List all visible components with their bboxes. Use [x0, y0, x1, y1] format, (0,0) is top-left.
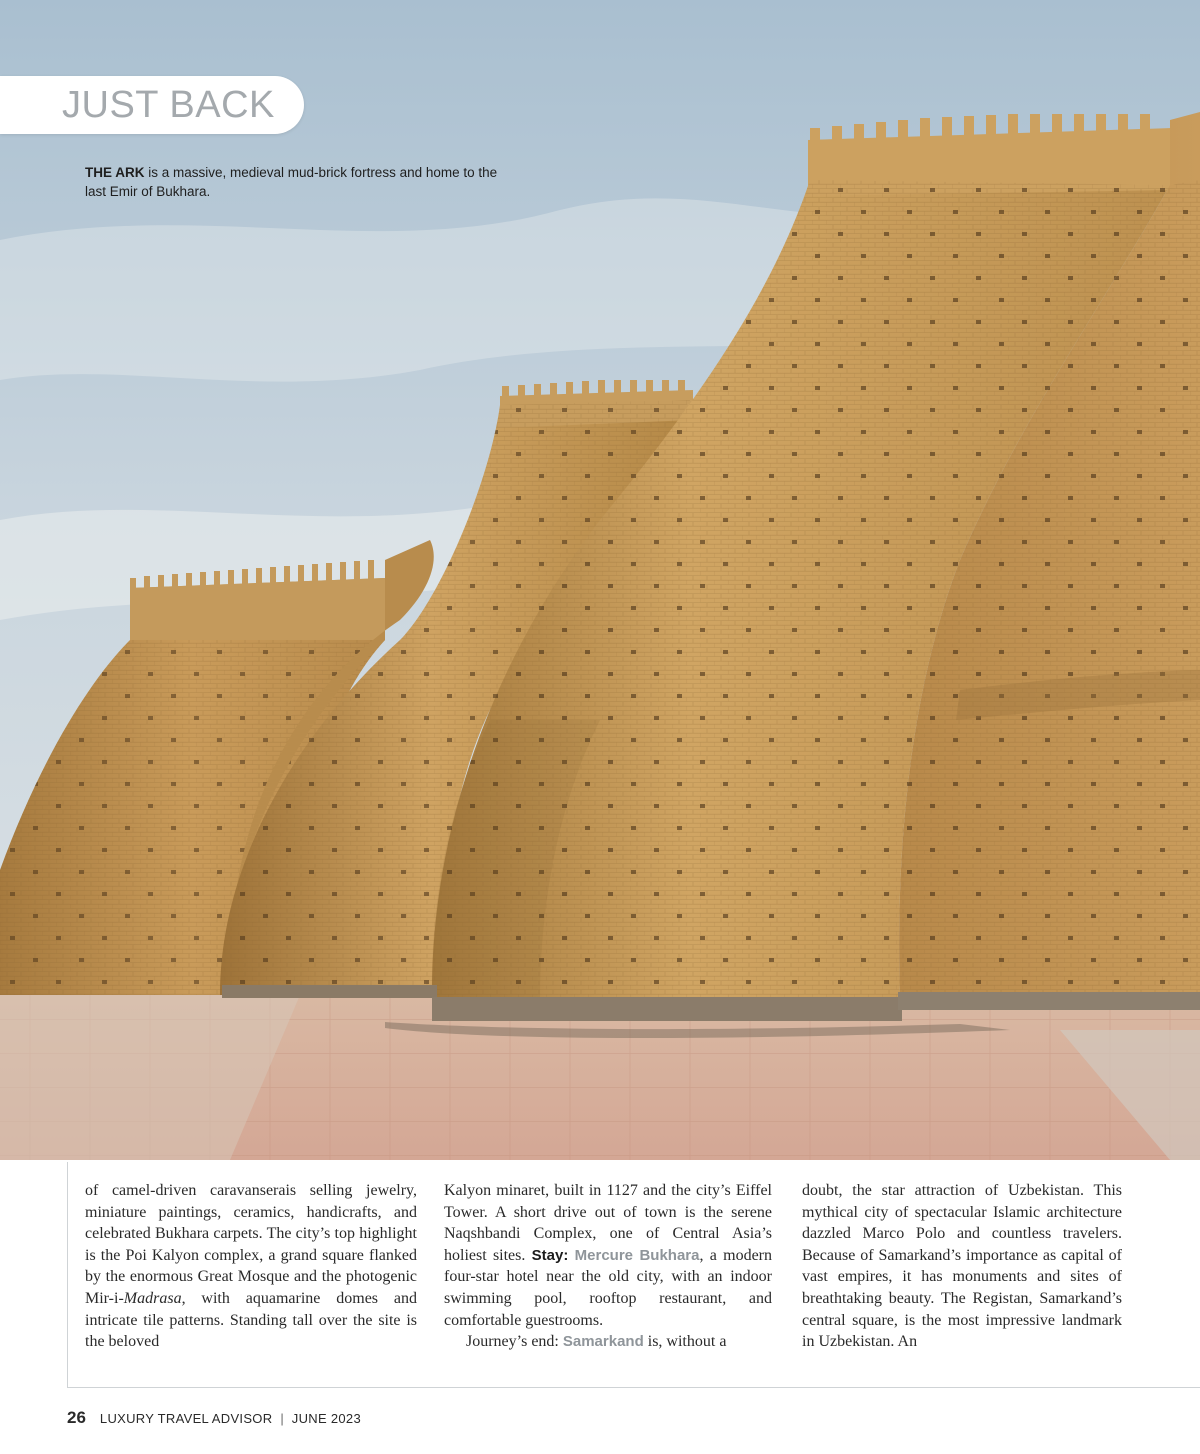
horizontal-rule [67, 1387, 1200, 1388]
text-run: is, without a [643, 1333, 727, 1351]
text-run: of camel-driven caravanserais selling jewelry, miniature paintings, ceramics, handicrafts, and celebrated Bukhara carpets. The city’s top highlight is the Poi Kalyon complex, a grand square flanked by the enormous Great Mosque and the photogenic Mir-i- [85, 1182, 417, 1307]
paragraph [85, 1180, 417, 1353]
text-run: Journey’s end: [466, 1333, 563, 1351]
text-run: , a modern four-star hotel near the old city, with an indoor swimming pool, rooftop restaurant, and comfortable guestrooms. [444, 1246, 772, 1329]
photo-caption [85, 163, 505, 201]
page-footer [67, 1408, 361, 1432]
paragraph [444, 1180, 772, 1331]
issue-date: JUNE 2023 [291, 1411, 361, 1426]
text-run: , with aquamarine domes and intricate tile patterns. Standing tall over the site is the beloved [85, 1289, 417, 1351]
italic-term: Madrasa [123, 1289, 182, 1307]
paragraph [444, 1331, 772, 1353]
publication-name: LUXURY TRAVEL ADVISOR [99, 1411, 273, 1426]
footer-separator: | [280, 1411, 284, 1426]
text-run: doubt, the star attraction of Uzbekistan. This mythical city of spectacular Islamic architecture dazzled Marco Polo and countless travelers. Because of Samarkand’s importance as capital of vast empires, it has monuments and sites of breathtaking beauty. The Registan, Samarkand’s central square, is the most impressive landmark in Uzbekistan. An [802, 1182, 1122, 1351]
section-tag-label: JUST BACK [62, 84, 275, 126]
caption-text: is a massive, medieval mud-brick fortress and home to the last Emir of Bukhara. [85, 165, 498, 199]
body-column-3 [802, 1180, 1122, 1380]
page-number: 26 [67, 1408, 86, 1427]
city-name: Samarkand [562, 1333, 644, 1351]
text-run: Kalyon minaret, built in 1127 and the city’s Eiffel Tower. A short drive out of town is the serene Naqshbandi Complex, one of Central Asia’s holiest sites. [444, 1182, 772, 1264]
hotel-name: Mercure Bukhara [574, 1246, 700, 1264]
body-column-1 [85, 1180, 417, 1380]
section-tag [0, 76, 304, 134]
paragraph [802, 1180, 1122, 1353]
caption-lead: THE ARK [85, 165, 145, 180]
vertical-rule [67, 1162, 68, 1388]
body-column-2 [444, 1180, 772, 1380]
stay-label: Stay: [531, 1246, 569, 1264]
